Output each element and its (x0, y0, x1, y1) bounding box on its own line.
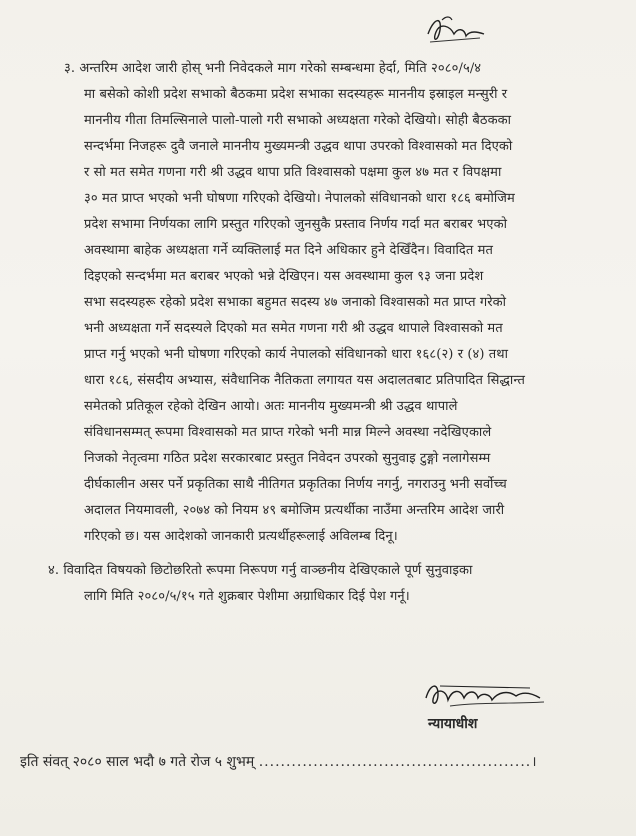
text-line-19: गरिएको छ। यस आदेशको जानकारी प्रत्यर्थीहरूलाई अविलम्ब दिनू। (84, 529, 398, 544)
judge-title: न्यायाधीश (428, 716, 478, 732)
order-text-block (22, 56, 622, 610)
text-line-10: सभा सदस्यहरू रहेको प्रदेश सभाका बहुमत सदस्य ४७ जनाको विश्वासको मत प्राप्त गरेको (84, 295, 507, 310)
closing-line (20, 752, 538, 771)
text-line-15: संविधानसम्मत् रूपमा विश्वासको मत प्राप्त गरेको भनी मान्न मिल्ने अवस्था नदेखिएकाले (84, 425, 492, 440)
closing-text: इति संवत् २०८० साल भदौ ७ गते रोज ५ शुभम् (20, 754, 255, 770)
text-line-1: ३. अन्तरिम आदेश जारी होस् भनी निवेदकले माग गरेको सम्बन्धमा हेर्दा, मिति २०८०/५/४ (64, 61, 482, 76)
text-line-4: सन्दर्भमा निजहरू दुवै जनाले माननीय मुख्यमन्त्री उद्धव थापा उपरको विश्वासको मत दिएको (84, 139, 513, 154)
text-line-17: दीर्घकालीन असर पर्ने प्रकृतिका साथै नीतिगत प्रकृतिका निर्णय नगर्नु, नगराउनु भनी सर्वोच्च (84, 477, 507, 492)
judge-signature (420, 676, 550, 716)
text-line-8: अवस्थामा बाहेक अध्यक्षता गर्ने व्यक्तिलाई मत दिने अधिकार हुने देखिँदैन। विवादित मत (84, 243, 494, 258)
top-initial-signature (420, 12, 490, 50)
text-line-21: लागि मिति २०८०/५/१५ गते शुक्रबार पेशीमा अग्राधिकार दिई पेश गर्नू। (84, 589, 410, 604)
text-line-11: भनी अध्यक्षता गर्ने सदस्यले दिएको मत समेत गणना गरी श्री उद्धव थापाले विश्वासको मत (84, 321, 503, 336)
text-line-13: धारा १८६, संसदीय अभ्यास, संवैधानिक नैतिकता लगायत यस अदालतबाट प्रतिपादित सिद्धान्त (84, 373, 526, 388)
text-line-12: प्राप्त गर्नु भएको भनी घोषणा गरिएको कार्य नेपालको संविधानको धारा १६८(२) र (४) तथा (84, 347, 509, 362)
text-line-5: र सो मत समेत गणना गरी श्री उद्धव थापा प्रति विश्वासको पक्षमा कुल ४७ मत र विपक्षमा (84, 165, 502, 180)
text-line-14: समेतको प्रतिकूल रहेको देखिन आयो। अतः माननीय मुख्यमन्त्री श्री उद्धव थापाले (84, 399, 458, 414)
text-line-18: अदालत नियमावली, २०७४ को नियम ४९ बमोजिम प्रत्यर्थीका नाउँमा अन्तरिम आदेश जारी (84, 503, 505, 518)
text-line-2: मा बसेको कोशी प्रदेश सभाको बैठकमा प्रदेश सभाका सदस्यहरू माननीय इस्राइल मन्सुरी र (84, 87, 508, 102)
closing-dots: ..................................................। (258, 754, 538, 770)
text-line-3: माननीय गीता तिमल्सिनाले पालो-पालो गरी सभाको अध्यक्षता गरेको देखियो। सोही बैठकका (84, 113, 512, 128)
text-line-7: प्रदेश सभामा निर्णयका लागि प्रस्तुत गरिएको जुनसुकै प्रस्ताव निर्णय गर्दा मत बराबर भएको (84, 217, 508, 232)
text-line-6: ३० मत प्राप्त भएको भनी घोषणा गरिएको देखियो। नेपालको संविधानको धारा १८६ बमोजिम (84, 191, 515, 206)
text-line-16: निजको नेतृत्वमा गठित प्रदेश सरकारबाट प्रस्तुत निवेदन उपरको सुनुवाइ टुङ्गो नलागेसम्म (84, 451, 491, 466)
text-line-20: ४. विवादित विषयको छिटोछरितो रूपमा निरूपण गर्नु वाञ्छनीय देखिएकाले पूर्ण सुनुवाइका (48, 563, 473, 578)
text-line-9: दिइएको सन्दर्भमा मत बराबर भएको भन्ने देखिएन। यस अवस्थामा कुल ९३ जना प्रदेश (84, 269, 484, 284)
